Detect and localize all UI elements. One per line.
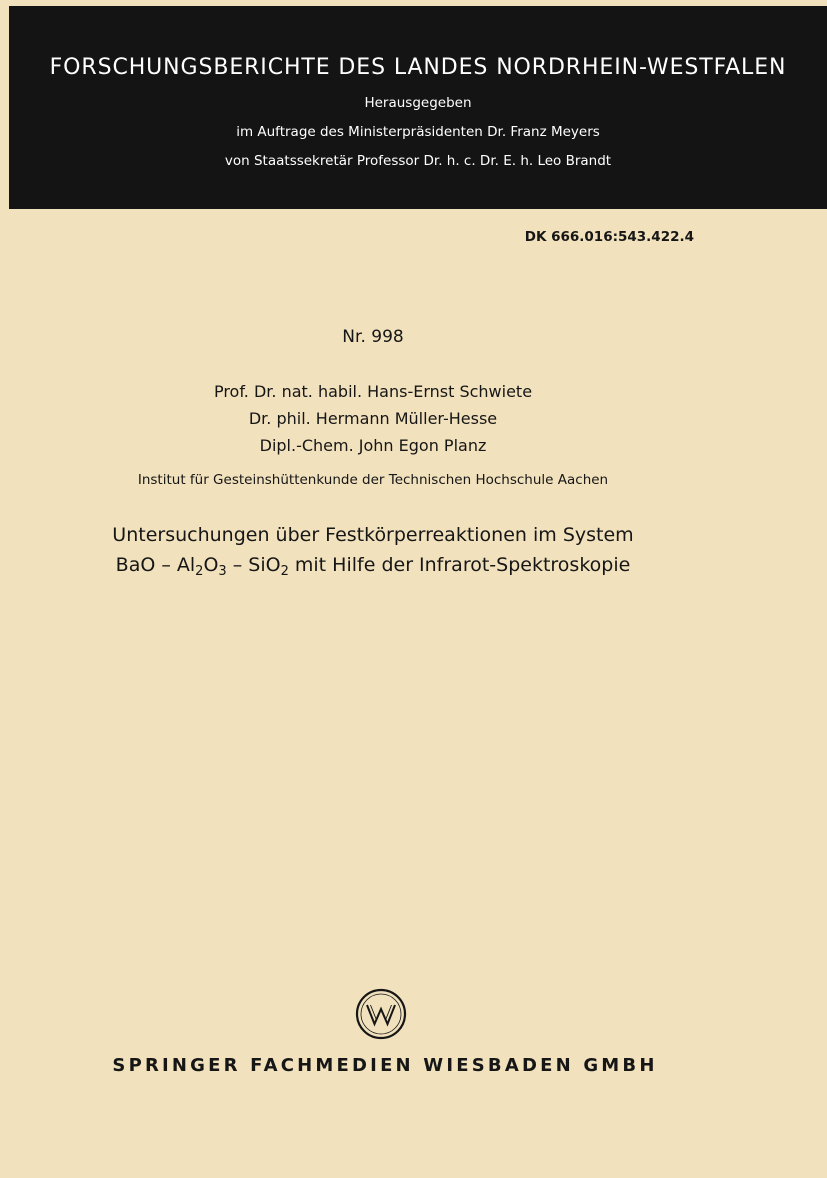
publisher-name: SPRINGER FACHMEDIEN WIESBADEN GMBH: [112, 1055, 658, 1076]
author-3: Dipl.-Chem. John Egon Planz: [259, 436, 487, 455]
title-subscript-si: 2: [280, 564, 289, 579]
classification-number: DK 666.016:543.422.4: [524, 229, 694, 245]
title-method: mit Hilfe der Infrarot-Spektroskopie: [288, 554, 631, 576]
editor-line-published: Herausgegeben: [364, 95, 472, 111]
title-formula-sio: – SiO: [226, 554, 281, 576]
title-subscript-al: 2: [195, 564, 204, 579]
report-number: Nr. 998: [342, 327, 404, 347]
institute: Institut für Gesteinshüttenkunde der Technischen Hochschule Aachen: [137, 472, 609, 488]
series-title: FORSCHUNGSBERICHTE DES LANDES NORDRHEIN-WESTFALEN: [49, 55, 787, 80]
title-line-1: Untersuchungen über Festkörperreaktionen im System: [112, 524, 634, 546]
title-subscript-o: 3: [218, 564, 227, 579]
series-header-band: [9, 6, 827, 209]
author-2: Dr. phil. Hermann Müller-Hesse: [248, 409, 498, 428]
author-1: Prof. Dr. nat. habil. Hans-Ernst Schwiete: [213, 382, 533, 401]
title-line-2: [0, 552, 746, 578]
title-formula-o: O: [203, 554, 219, 576]
publisher-logo-icon: [355, 988, 407, 1040]
editor-line-editor: von Staatssekretär Professor Dr. h. c. Dr. E. h. Leo Brandt: [224, 153, 612, 169]
editor-line-commission: im Auftrage des Ministerpräsidenten Dr. Franz Meyers: [236, 124, 600, 140]
title-formula-bao-al: BaO – Al: [115, 554, 196, 576]
